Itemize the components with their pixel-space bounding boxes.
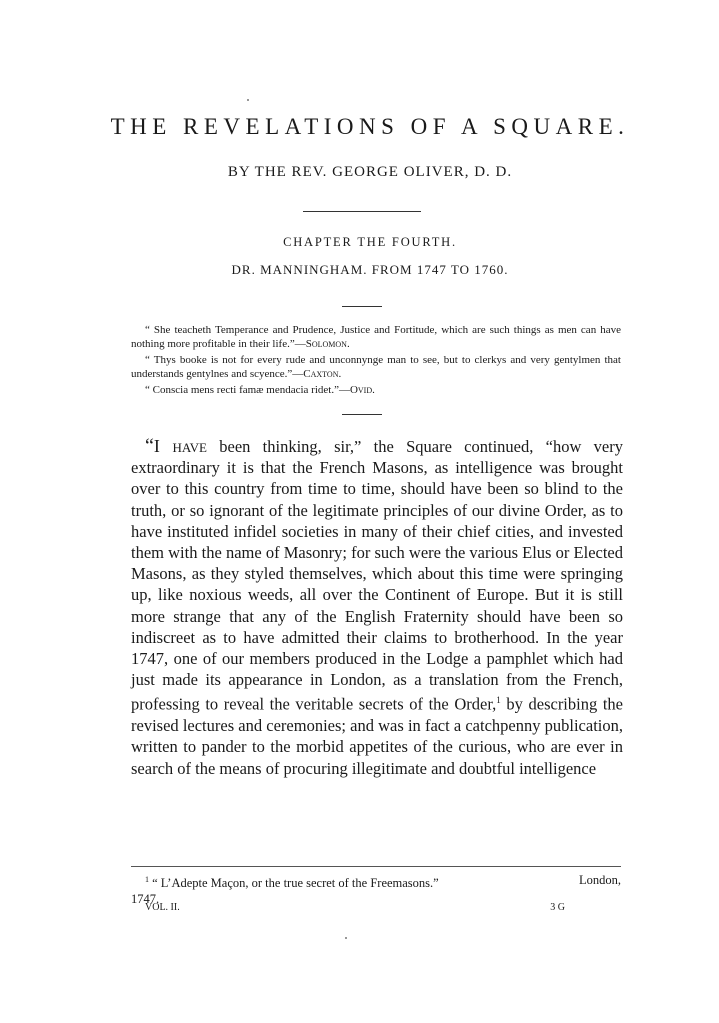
epigraph-source: Solomon. — [305, 338, 350, 350]
epigraph: “ Thys booke is not for every rude and unconnynge man to see, but to clerkys and very gentylmen that understands gentylnes and scyence.”—Caxton. — [131, 354, 621, 380]
epigraph-source: Caxton. — [303, 368, 342, 380]
epigraph: “ Conscia mens recti famæ mendacia ridet.”—Ovid. — [145, 384, 375, 396]
epigraph-source: Ovid. — [349, 384, 375, 396]
epigraph: “ She teacheth Temperance and Prudence, Justice and Fortitude, which are such things as men can have nothing more profitable in their life.”—Solomon. — [131, 324, 621, 350]
footnote-text: “ L’Adepte Maçon, or the true secret of the Freemasons.” — [152, 876, 439, 891]
opening-quote: “ — [145, 435, 154, 457]
chapter-heading: CHAPTER THE FOURTH. — [283, 235, 457, 249]
signature-mark: 3 G — [550, 902, 565, 913]
footnote-marker: 1 — [145, 875, 149, 884]
divider-bottom — [342, 414, 382, 415]
article-title: THE REVELATIONS OF A SQUARE. — [110, 114, 630, 139]
volume-label: VOL. II. — [145, 902, 180, 913]
body-text-continued: by describing the revised lectures and ceremonies; and was in fact a catchpenny publication, written to pander to the morbid appetites of the curious, who are ever in search of the means of procuring illegitimate and doubtful intelligence — [131, 694, 623, 778]
divider-top — [303, 211, 421, 212]
author-byline: BY THE REV. GEORGE OLIVER, D. D. — [227, 164, 513, 180]
print-speck — [247, 99, 249, 101]
page-footer — [145, 902, 565, 913]
footnote-year: 1747. — [131, 892, 160, 907]
divider-middle — [342, 306, 382, 307]
epigraphs — [131, 323, 621, 399]
body-text: been thinking, sir,” the Square continued, “how very extraordinary it is that the French Masons, as intelligence was brought over to this country from time to time, should have been so blind to the truth, or so ignorant of the legitimate principles of our divine Order, as to have instituted infidel societies in many of their chief cities, and invested them with the name of Masonry; for such were the various Elus or Elected Masons, as they styled themselves, which about this time were springing up, like noxious weeds, all over the Continent of Europe. But it is still more strange that any of the English Fraternity should have been so indiscreet as to have admitted their claims to brotherhood. In the year 1747, one of our members produced in the Lodge a pamphlet which had just made its appearance in London, as a translation from the French, professing to reveal the veritable secrets of the Order, — [131, 437, 623, 714]
footnote-place: London, — [578, 873, 621, 887]
body-paragraph — [131, 436, 623, 779]
print-speck — [345, 937, 347, 939]
first-word: I have — [153, 436, 207, 456]
chapter-subheading: DR. MANNINGHAM. FROM 1747 TO 1760. — [231, 262, 509, 277]
footnote-reference: 1 — [496, 695, 501, 706]
footnote-divider — [131, 866, 621, 867]
